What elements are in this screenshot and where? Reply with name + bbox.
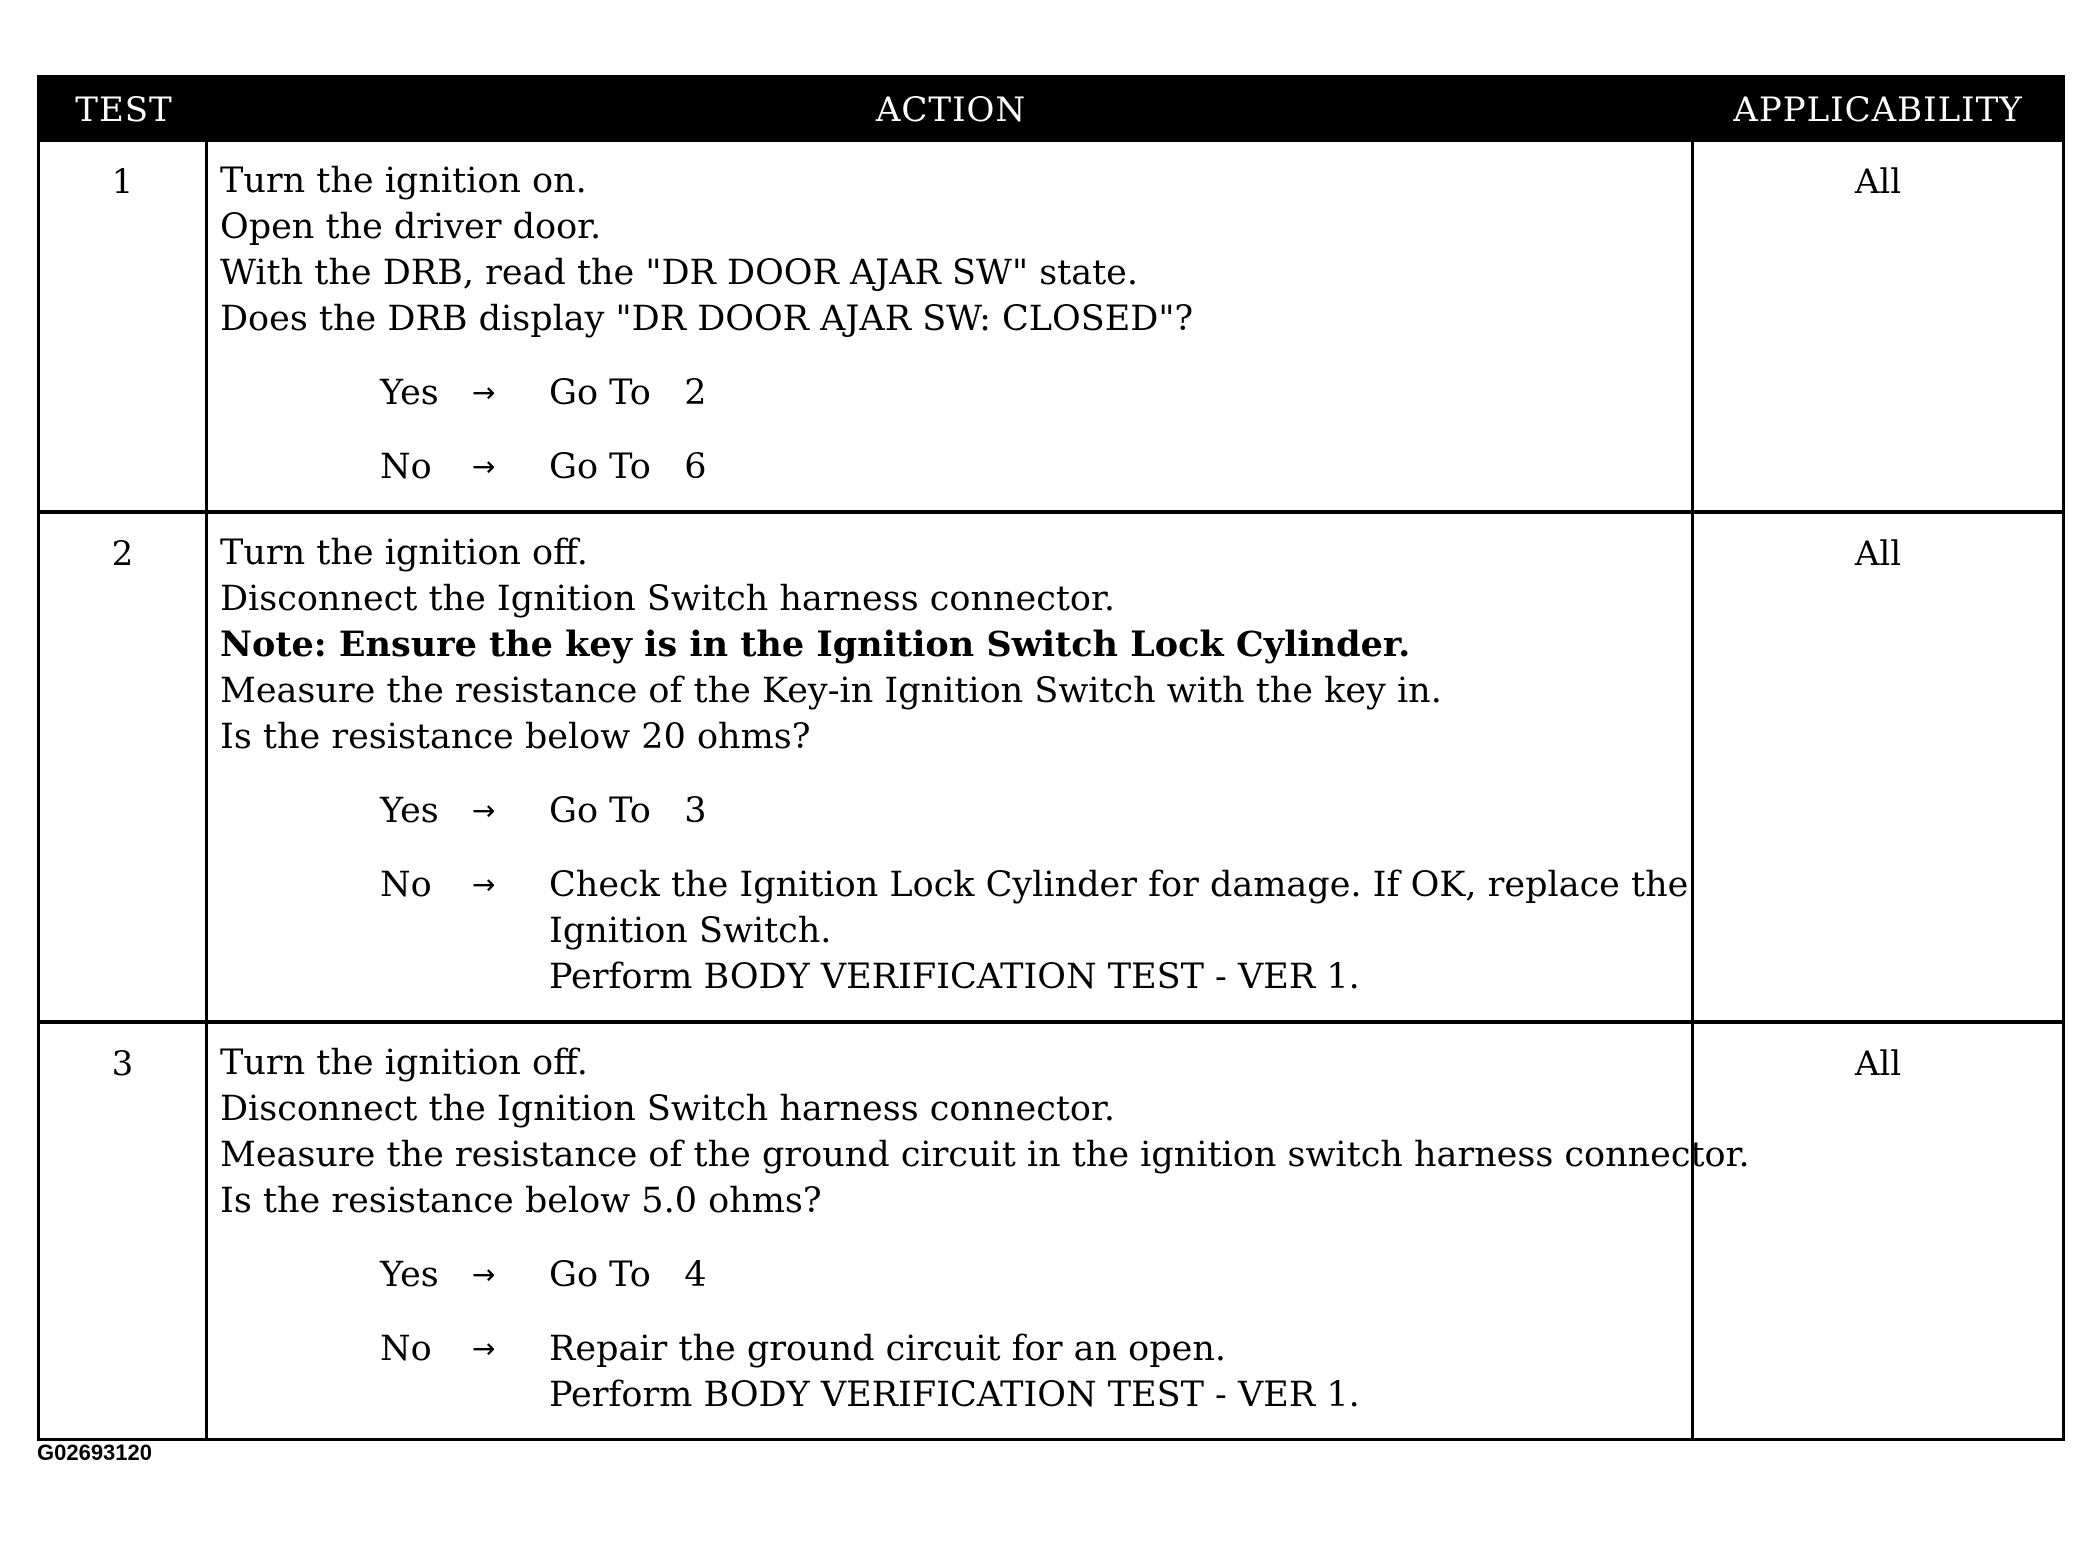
arrow-right-icon: → [472, 868, 496, 901]
action-line: Does the DRB display "DR DOOR AJAR SW: CLOSED"? [220, 299, 1194, 339]
arrow-right-icon: → [472, 1332, 496, 1365]
answer-list [220, 1252, 1681, 1418]
answer-text [549, 444, 1681, 490]
table-row [40, 142, 2062, 510]
answer-text-line: Perform BODY VERIFICATION TEST - VER 1. [549, 957, 1360, 997]
diagnostic-test-table [37, 75, 2065, 1441]
action-cell [208, 1024, 1750, 1438]
answer-text [549, 788, 1681, 834]
action-line: Turn the ignition off. [220, 1043, 588, 1083]
answer-text [549, 1252, 1681, 1298]
figure-code: G02693120 [37, 1440, 152, 1465]
answer-list [220, 370, 1681, 490]
arrow-right-icon: → [472, 794, 496, 827]
arrow-right-icon: → [472, 376, 496, 409]
answer-text-line: Perform BODY VERIFICATION TEST - VER 1. [549, 1375, 1360, 1415]
applicability-cell: All [1854, 1044, 1902, 1084]
answer-text-line: Check the Ignition Lock Cylinder for damage. If OK, replace the [549, 865, 1689, 905]
action-line: Turn the ignition on. [220, 161, 587, 201]
answer-text-line: Go To 6 [549, 447, 707, 487]
answer-label: Yes [380, 1255, 439, 1295]
answer-label: No [380, 447, 432, 487]
answer-no [380, 862, 1689, 1000]
action-line: Disconnect the Ignition Switch harness connector. [220, 1089, 1116, 1129]
action-cell [208, 514, 1694, 1020]
table-row [40, 510, 2062, 1020]
note-line: Note: Ensure the key is in the Ignition Switch Lock Cylinder. [220, 624, 1411, 665]
answer-no [380, 1326, 1681, 1418]
test-number: 1 [40, 142, 208, 510]
arrow-right-icon: → [472, 1258, 496, 1291]
action-line: Measure the resistance of the Key-in Ignition Switch with the key in. [220, 671, 1442, 711]
action-line: With the DRB, read the "DR DOOR AJAR SW" state. [220, 253, 1138, 293]
answer-label: No [380, 865, 432, 905]
answer-text-line: Ignition Switch. [549, 911, 832, 951]
answer-list [220, 788, 1689, 1000]
answer-yes [380, 1252, 1681, 1298]
answer-text-line: Go To 3 [549, 791, 707, 831]
header-test: TEST [75, 90, 173, 130]
header-action: ACTION [875, 90, 1027, 130]
answer-yes [380, 370, 1681, 416]
arrow-right-icon: → [472, 450, 496, 483]
answer-text-line: Go To 4 [549, 1255, 707, 1295]
action-line: Disconnect the Ignition Switch harness connector. [220, 579, 1116, 619]
answer-label: Yes [380, 373, 439, 413]
applicability-cell: All [1854, 534, 1902, 574]
answer-label: Yes [380, 791, 439, 831]
answer-text-line: Repair the ground circuit for an open. [549, 1329, 1226, 1369]
action-line: Is the resistance below 5.0 ohms? [220, 1181, 822, 1221]
answer-text [549, 862, 1688, 1000]
answer-text-line: Go To 2 [549, 373, 707, 413]
answer-text [549, 370, 1681, 416]
applicability-cell: All [1854, 162, 1902, 202]
action-line: Is the resistance below 20 ohms? [220, 717, 811, 757]
answer-text [549, 1326, 1681, 1418]
action-cell [208, 142, 1694, 510]
table-row [40, 1020, 2062, 1438]
action-line: Turn the ignition off. [220, 533, 588, 573]
test-number: 2 [40, 514, 208, 1020]
test-number: 3 [40, 1024, 208, 1438]
action-line: Measure the resistance of the ground circuit in the ignition switch harness connector. [220, 1135, 1750, 1175]
answer-label: No [380, 1329, 432, 1369]
action-line: Open the driver door. [220, 207, 602, 247]
table-header [40, 78, 2062, 142]
answer-yes [380, 788, 1681, 834]
answer-no [380, 444, 1681, 490]
header-applicability: APPLICABILITY [1733, 90, 2023, 130]
